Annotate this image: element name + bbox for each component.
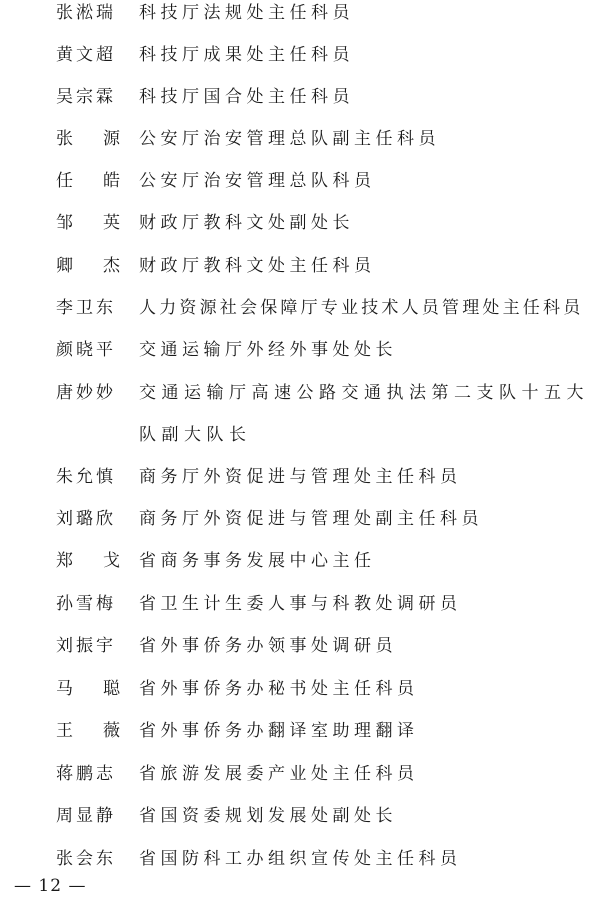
person-name (56, 551, 118, 571)
person-name: 颜晓平 (56, 340, 116, 360)
person-title: 省卫生计生委人事与科教处调研员 (139, 594, 462, 614)
person-name-given: 源 (103, 129, 120, 149)
person-name: 张淞瑞 (56, 3, 116, 23)
list-item (0, 636, 612, 656)
list-item (0, 806, 612, 826)
person-name (56, 256, 118, 276)
person-title: 交通运输厅外经外事处处长 (139, 340, 397, 360)
person-title: 省外事侨务办翻译室助理翻译 (139, 721, 419, 741)
list-item (0, 256, 612, 276)
list-item (0, 594, 612, 614)
person-name (56, 213, 118, 233)
list-item (0, 551, 612, 571)
list-item (0, 45, 612, 65)
person-name: 刘璐欣 (56, 509, 116, 529)
person-name-given: 薇 (103, 721, 120, 741)
person-title: 交通运输厅高速公路交通执法第二支队十五大队副大队长 (139, 383, 589, 445)
list-item (0, 87, 612, 107)
person-name: 孙雪梅 (56, 594, 116, 614)
person-name-surname: 邹 (56, 213, 73, 233)
list-item (0, 298, 612, 318)
person-name-surname: 张 (56, 129, 73, 149)
person-title: 省外事侨务办领事处调研员 (139, 636, 397, 656)
person-title: 人力资源社会保障厅专业技术人员管理处主任科员 (139, 298, 584, 318)
person-name: 刘振宇 (56, 636, 116, 656)
list-item (0, 679, 612, 699)
list-item (0, 383, 612, 447)
person-name-surname: 任 (56, 171, 73, 191)
person-name: 吴宗霖 (56, 87, 116, 107)
person-name (56, 129, 118, 149)
person-name-given: 戈 (103, 551, 120, 571)
list-item (0, 129, 612, 149)
person-name: 周显静 (56, 806, 116, 826)
person-title: 省旅游发展委产业处主任科员 (139, 764, 419, 784)
person-title: 省商务事务发展中心主任 (139, 551, 376, 571)
person-title: 省国资委规划发展处副处长 (139, 806, 397, 826)
person-name: 李卫东 (56, 298, 116, 318)
person-name: 唐妙妙 (56, 383, 116, 403)
list-item (0, 213, 612, 233)
list-item (0, 340, 612, 360)
person-title: 财政厅教科文处主任科员 (139, 256, 376, 276)
person-name-given: 皓 (103, 171, 120, 191)
list-item (0, 764, 612, 784)
person-name-surname: 马 (56, 679, 73, 699)
person-name-surname: 王 (56, 721, 73, 741)
person-title: 科技厅法规处主任科员 (139, 3, 354, 23)
list-item (0, 721, 612, 741)
list-item (0, 3, 612, 23)
person-name (56, 721, 118, 741)
person-name-given: 杰 (103, 256, 120, 276)
person-title: 商务厅外资促进与管理处副主任科员 (139, 509, 483, 529)
person-title: 科技厅成果处主任科员 (139, 45, 354, 65)
list-item (0, 509, 612, 529)
person-name: 黄文超 (56, 45, 116, 65)
list-item (0, 467, 612, 487)
list-item (0, 171, 612, 191)
person-name: 蒋鹏志 (56, 764, 116, 784)
person-name: 朱允慎 (56, 467, 116, 487)
person-title: 商务厅外资促进与管理处主任科员 (139, 467, 462, 487)
list-item (0, 849, 612, 869)
person-title: 省外事侨务办秘书处主任科员 (139, 679, 419, 699)
person-name-given: 英 (103, 213, 120, 233)
person-title: 省国防科工办组织宣传处主任科员 (139, 849, 462, 869)
person-title: 公安厅治安管理总队副主任科员 (139, 129, 440, 149)
person-name (56, 171, 118, 191)
person-name (56, 679, 118, 699)
person-title: 公安厅治安管理总队科员 (139, 171, 376, 191)
person-title: 财政厅教科文处副处长 (139, 213, 354, 233)
person-name-surname: 卿 (56, 256, 73, 276)
person-name-given: 聪 (103, 679, 120, 699)
person-name: 张会东 (56, 849, 116, 869)
page-number: — 12 — (14, 876, 87, 896)
person-title: 科技厅国合处主任科员 (139, 87, 354, 107)
person-name-surname: 郑 (56, 551, 73, 571)
